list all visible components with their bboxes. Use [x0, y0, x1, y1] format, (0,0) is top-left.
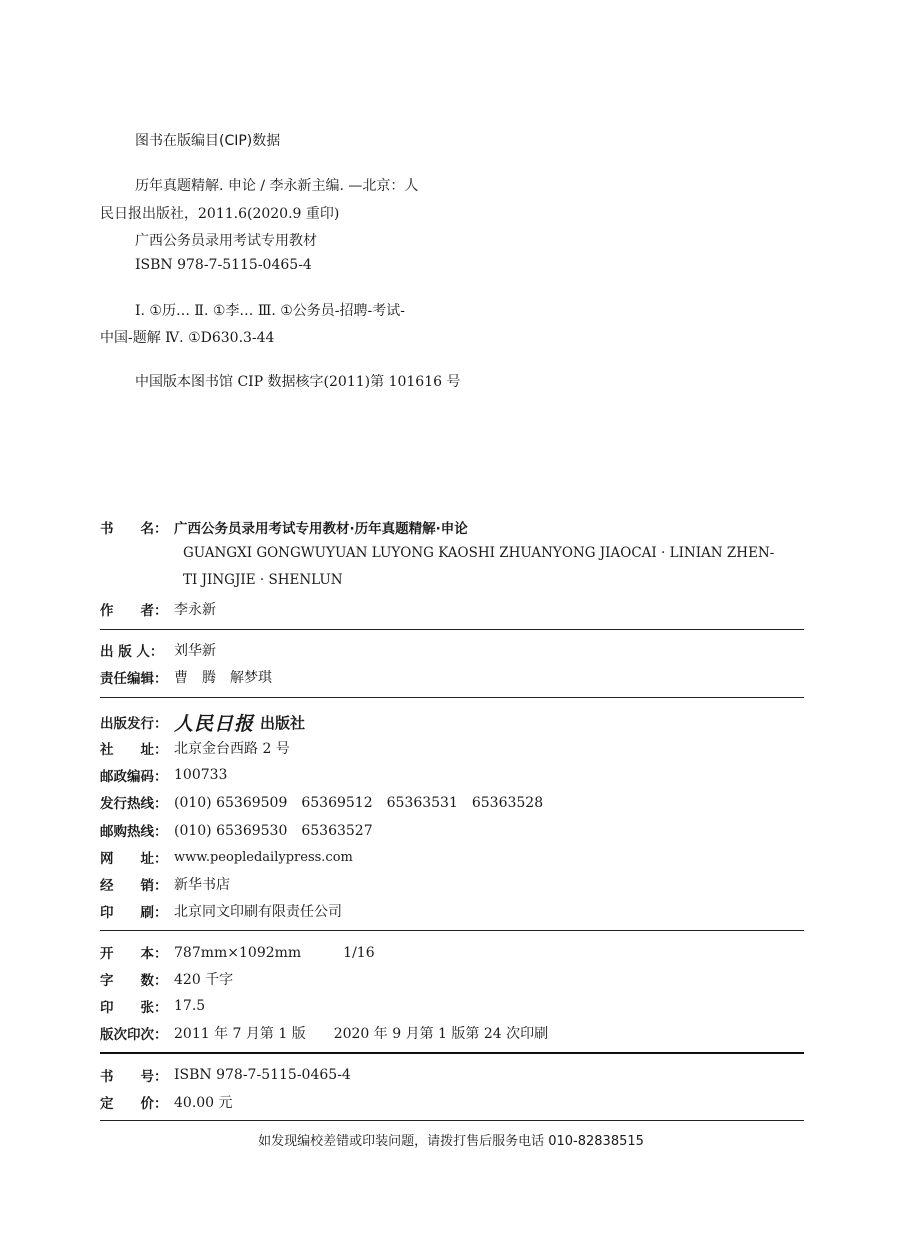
divider: [100, 1052, 804, 1054]
author-label: 作 者：: [100, 603, 168, 619]
book-name-label: 书 名：: [100, 521, 168, 537]
address-label: 社 址：: [100, 742, 168, 758]
postcode-row: [100, 764, 227, 786]
website-row: [100, 846, 353, 868]
editors-label: 责任编辑：: [100, 671, 168, 687]
cip-classification-1: Ⅰ. ①历… Ⅱ. ①李… Ⅲ. ①公务员-招聘-考试-: [135, 303, 405, 319]
cip-line-3: 广西公务员录用考试专用教材: [135, 233, 317, 249]
distributor-row: [100, 709, 305, 735]
address-row: [100, 737, 290, 759]
website-link[interactable]: www.peopledailypress.com: [174, 849, 353, 865]
cip-line-1: 历年真题精解. 申论 / 李永新主编. —北京：人: [135, 178, 419, 194]
isbn-row: [100, 1064, 351, 1086]
edition-label: 版次印次：: [100, 1027, 168, 1043]
hotline-label: 发行热线：: [100, 796, 168, 812]
words-value: 420 千字: [174, 972, 234, 988]
format-label: 开 本：: [100, 946, 168, 962]
words-label: 字 数：: [100, 973, 168, 989]
mail-order-label: 邮购热线：: [100, 824, 168, 840]
book-name-row: [100, 516, 468, 538]
postcode-value: 100733: [174, 767, 228, 783]
address-value: 北京金台西路 2 号: [174, 741, 290, 757]
divider: [100, 697, 804, 698]
publisher-suffix: 出版社: [260, 713, 306, 732]
editors-value: 曹 腾 解梦琪: [174, 670, 272, 686]
publisher-person-value: 刘华新: [174, 643, 216, 659]
book-name-pinyin-1: GUANGXI GONGWUYUAN LUYONG KAOSHI ZHUANYONG JIAOCAI · LINIAN ZHEN-: [183, 545, 775, 561]
divider: [100, 930, 804, 931]
distributor-label: 出版发行：: [100, 716, 168, 732]
printer-label: 印 刷：: [100, 905, 168, 921]
cip-line-2: 民日报出版社，2011.6(2020.9 重印): [100, 206, 340, 222]
divider: [100, 629, 804, 630]
author-row: [100, 598, 216, 620]
publisher-person-label: 出 版 人：: [100, 644, 164, 660]
price-row: [100, 1091, 233, 1113]
words-row: [100, 968, 233, 990]
hotline-value: (010) 65369509 65369512 65363531 65363528: [174, 795, 544, 811]
mail-order-row: [100, 819, 373, 841]
editors-row: [100, 666, 272, 688]
hotline-row: [100, 791, 543, 813]
isbn-value: ISBN 978-7-5115-0465-4: [174, 1067, 351, 1083]
printer-value: 北京同文印刷有限责任公司: [174, 904, 342, 920]
printer-row: [100, 900, 342, 922]
postcode-label: 邮政编码：: [100, 769, 168, 785]
sheets-value: 17.5: [174, 998, 206, 1014]
seller-row: [100, 873, 230, 895]
publisher-logo: 人民日报: [174, 712, 255, 735]
isbn-label: 书 号：: [100, 1069, 168, 1085]
sheets-label: 印 张：: [100, 1000, 168, 1016]
price-label: 定 价：: [100, 1096, 168, 1112]
website-label: 网 址：: [100, 851, 168, 867]
after-sales-notice: 如发现编校差错或印装问题，请拨打售后服务电话 010-82838515: [258, 1134, 644, 1149]
book-name-pinyin-2: TI JINGJIE · SHENLUN: [183, 572, 343, 588]
seller-value: 新华书店: [174, 877, 230, 893]
book-name-cn: 广西公务员录用考试专用教材·历年真题精解·申论: [174, 521, 468, 537]
divider: [100, 1120, 804, 1121]
sheets-row: [100, 995, 205, 1017]
mail-order-value: (010) 65369530 65363527: [174, 823, 373, 839]
seller-label: 经 销：: [100, 878, 168, 894]
author-value: 李永新: [174, 602, 216, 618]
edition-row: [100, 1022, 548, 1044]
cip-heading: 图书在版编目(CIP)数据: [135, 133, 281, 149]
edition-value: 2011 年 7 月第 1 版 2020 年 9 月第 1 版第 24 次印刷: [174, 1026, 549, 1042]
format-row: [100, 941, 375, 963]
price-value: 40.00 元: [174, 1095, 233, 1111]
cip-isbn: ISBN 978-7-5115-0465-4: [135, 257, 312, 273]
cip-classification-2: 中国-题解 Ⅳ. ①D630.3-44: [100, 330, 275, 346]
publisher-person-row: [100, 639, 216, 661]
format-value: 787mm×1092mm 1/16: [174, 945, 375, 961]
cip-record-number: 中国版本图书馆 CIP 数据核字(2011)第 101616 号: [135, 374, 461, 390]
